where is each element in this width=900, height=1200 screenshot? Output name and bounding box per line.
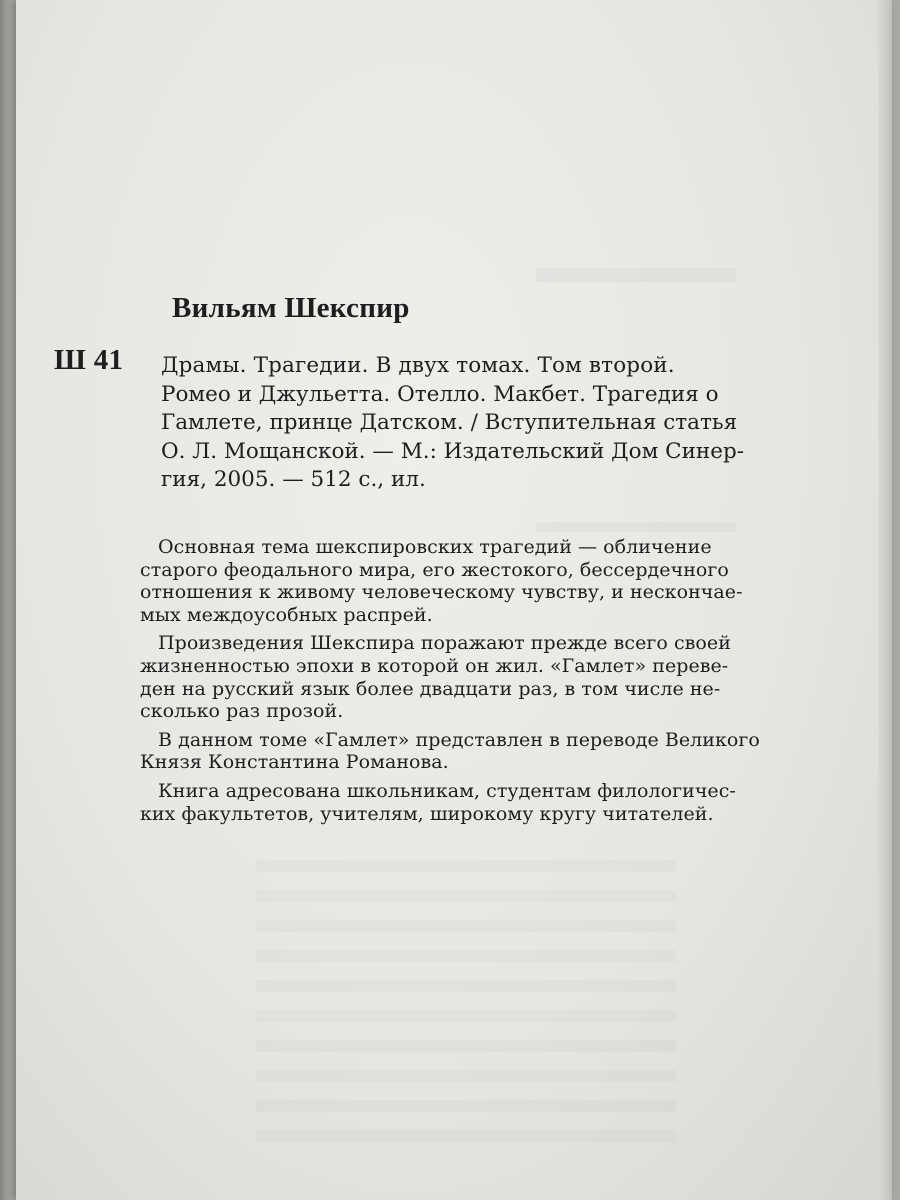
annotation-line: ден на русский язык более двадцати раз, в том числе не- (140, 677, 721, 700)
author-name: Вильям Шекспир (172, 292, 410, 324)
bib-line: Гамлете, принце Датском. / Вступительная статья (161, 410, 738, 435)
bib-line: гия, 2005. — 512 с., ил. (161, 467, 426, 492)
book-annotation (140, 536, 808, 831)
show-through-block-bottom (256, 860, 676, 1160)
bib-line: Ромео и Джульетта. Отелло. Макбет. Трагедия о (161, 381, 719, 407)
library-index-code: Ш 41 (54, 344, 124, 376)
annotation-line: Князя Константина Романова. (140, 751, 449, 774)
bib-line: Драмы. Трагедии. В двух томах. Том второй. (161, 353, 675, 378)
annotation-line: ких факультетов, учителям, широкому кругу читателей. (140, 802, 714, 825)
annotation-paragraph-translation (140, 728, 808, 774)
annotation-paragraph-theme (140, 536, 808, 626)
annotation-line: Основная тема шекспировских трагедий — обличение (158, 536, 712, 558)
annotation-line: сколько раз прозой. (140, 700, 344, 723)
annotation-line: жизненностью эпохи в которой он жил. «Гамлет» переве- (140, 654, 729, 677)
bib-line: О. Л. Мощанской. — М.: Издательский Дом Синер- (161, 438, 745, 464)
annotation-line: отношения к живому человеческому чувству, и нескончае- (140, 581, 743, 604)
annotation-paragraph-audience (140, 779, 808, 825)
page-edge (878, 0, 892, 1200)
bibliographic-description (161, 352, 801, 495)
book-page (16, 0, 892, 1200)
annotation-line: Произведения Шекспира поражают прежде всего своей (158, 632, 731, 655)
annotation-line: В данном томе «Гамлет» представлен в переводе Великого (158, 728, 760, 751)
annotation-paragraph-works (140, 632, 808, 723)
annotation-line: Книга адресована школьникам, студентам филологичес- (158, 779, 736, 802)
annotation-line: мых междоусобных распрей. (140, 603, 433, 626)
annotation-line: старого феодального мира, его жестокого, бессердечного (140, 558, 729, 581)
